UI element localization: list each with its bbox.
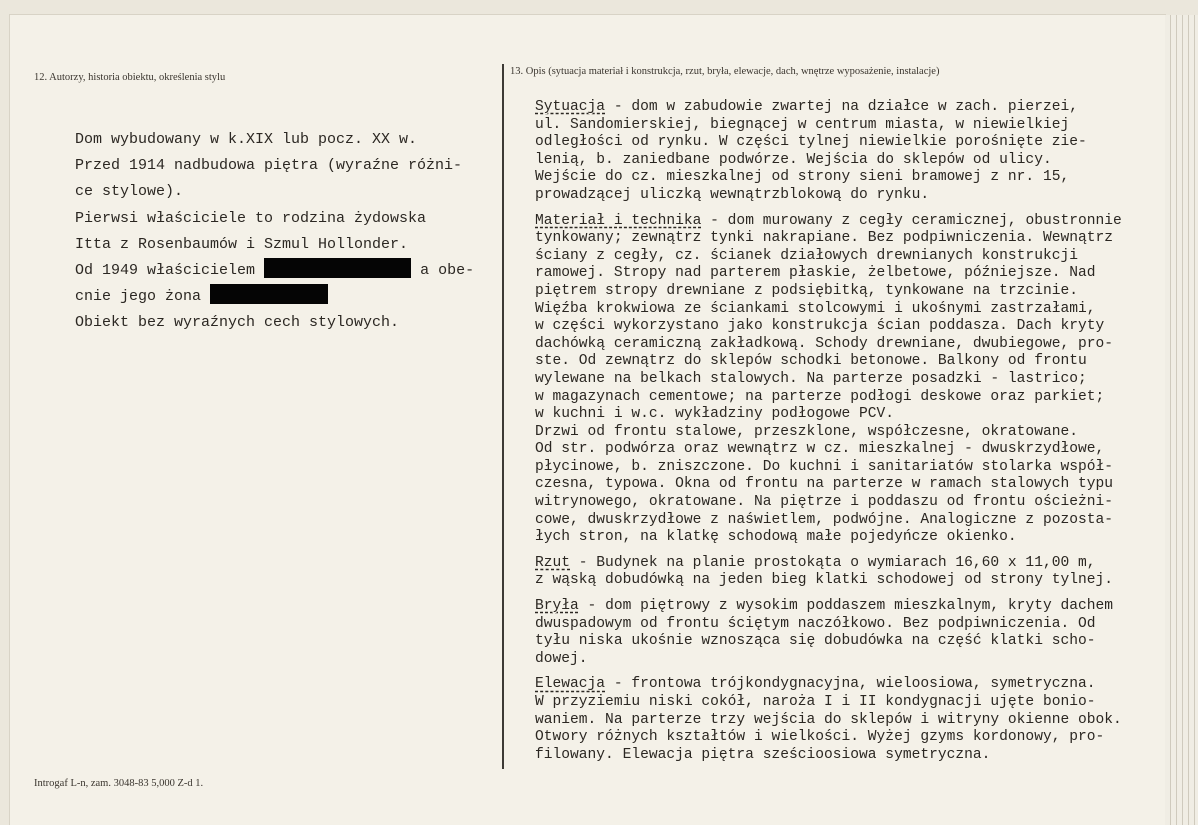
term-material: Materiał i technika [535,212,702,229]
column-divider [502,64,504,769]
paragraph-material: Materiał i technika - dom murowany z cegły ceramicznej, obustronnie tynkowany; zewnątrz tynki nakrapiane. Bez podpiwniczenia. Wewnątrz ściany z cegły, cz. ścianek działowych drewnianych konstrukcji ramowej. Stropy nad parterem płaskie, żelbetowe, późniejsze. Nad piętrem stropy drewniane z podsiębitką, tynkowane na trzcinie. Więźba krokwiowa ze ściankami stolcowymi i ukośnymi zastrzałami, w części wykorzystano jako konstrukcja ścian poddasza. Dach kryty dachówką ceramiczną zakładkową. Schody drewniane, dwubiegowe, pro- ste. Od zewnątrz do sklepów schodki betonowe. Balkony od frontu wylewane na belkach stalowych. Na parterze posadzki - lastrico; w magazynach cementowe; na parterze podłogi deskowe oraz parkiet; w kuchni i w.c. wykładziny podłogowe PCV. Drzwi od frontu stalowe, przeszklone, współczesne, okratowane. Od str. podwórza oraz wewnątrz w cz. mieszkalnej - dwuskrzydłowe, płycinowe, b. zniszczone. Do kuchni i sanitariatów stolarka współ- czesna, typowa. Okna od frontu na parterze w ramach stalowych typu witrynowego, okratowane. Na piętrze i poddaszu od frontu ościeżni- cowe, dwuskrzydłowe z naświetlem, podwójne. Analogiczne z pozosta- łych stron, na klatkę schodową małe pojedyńcze okienko. [535,213,1155,547]
text-line: w magazynach cementowe; na parterze podłogi deskowe oraz parkiet; [535,388,1105,405]
text-line: Od str. podwórza oraz wewnątrz w cz. mieszkalnej - dwuskrzydłowe, [535,441,1105,458]
history-line-wife [75,284,485,310]
text-line: W przyziemiu niski cokół, naroża I i II kondygnacji ujęte bonio- [535,694,1096,710]
text-line: odległości od rynku. W części tylnej niewielkie porośnięte zie- [535,134,1087,151]
text-line: ramowej. Stropy nad parterem płaskie, żelbetowe, późniejsze. Nad [535,265,1096,282]
section-13-heading: 13. Opis (sytuacja materiał i konstrukcja, rzut, bryła, elewacje, dach, wnętrze wyposażenie, instalacje) [510,66,940,77]
wife-label: cnie jego żona [75,288,202,306]
text-line: lenią, b. zaniedbane podwórze. Wejścia do sklepów od ulicy. [535,151,1052,168]
term-bryla: Bryła [535,598,579,615]
text-line: ste. Od zewnątrz do sklepów schodki betonowe. Balkony od frontu [535,353,1087,370]
text-line: Więźba krokwiowa ze ściankami stolcowymi i ukośnymi zastrzałami, [535,300,1096,317]
term-sytuacja: Sytuacja [535,99,606,115]
owner-label: Od 1949 właścicielem [75,261,256,279]
text-line: ul. Sandomierskiej, biegnącej w centrum miasta, w niewielkiej [535,116,1070,133]
section-12-heading: 12. Autorzy, historia obiektu, określenia stylu [34,72,226,83]
history-line: Obiekt bez wyraźnych cech stylowych. [75,314,400,332]
history-line: Przed 1914 nadbudowa piętra (wyraźne różni- [75,157,463,175]
text-line: prowadzącej uliczką wewnątrzblokową do rynku. [535,186,930,203]
printer-footer: Introgaf L-n, zam. 3048-83 5,000 Z-d 1. [34,778,204,789]
text-line: dachówką ceramiczną zakładkową. Schody drewniane, dwubiegowe, pro- [535,335,1114,352]
history-line-owner [75,258,485,284]
term-rzut: Rzut [535,554,571,571]
text-line: czesna, typowa. Okna od frontu na parterze w ramach stalowych typu [535,476,1114,493]
owner-continuation: a obe- [420,261,475,279]
history-line: Pierwsi właściciele to rodzina żydowska [75,209,427,227]
text-line: Otwory różnych kształtów i wielkości. Wyżej gzyms kordonowy, pro- [535,729,1105,746]
history-line: Dom wybudowany w k.XIX lub pocz. XX w. [75,131,418,148]
text-line: w kuchni i w.c. wykładziny podłogowe PCV. [535,406,895,423]
redaction-bar [264,258,411,278]
paragraph-sytuacja: Sytuacja - dom w zabudowie zwartej na działce w zach. pierzei, ul. Sandomierskiej, biegnącej w centrum miasta, w niewielkiej odległości od rynku. W części tylnej niewielkie porośnięte zie- lenią, b. zaniedbane podwórze. Wejścia do sklepów od ulicy. Wejście do cz. mieszkalnej od strony sieni bramowej z nr. 15, prowadzącej uliczką wewnątrzblokową do rynku. [535,99,1155,205]
text-line: z wąską dobudówką na jeden bieg klatki schodowej od strony tylnej. [535,572,1114,589]
text-line: Drzwi od frontu stalowe, przeszklone, współczesne, okratowane. [535,423,1078,440]
text-line: tynkowany; zewnątrz tynki nakrapiane. Bez podpiwniczenia. Wewnątrz [535,230,1114,247]
text-line: w części wykorzystano jako konstrukcja ścian poddasza. Dach kryty [535,318,1105,335]
text-line: witrynowego, okratowane. Na piętrze i poddaszu od frontu ościeżni- [535,494,1114,511]
text-line: ściany z cegły, cz. ścianek działowych drewnianych konstrukcji [535,247,1078,264]
text-line: tyłu niska ukośnie wznosząca się dobudówka na część klatki scho- [535,633,1096,650]
text-line: waniem. Na parterze trzy wejścia do sklepów i witryny okienne obok. [535,711,1122,728]
text-line: Wejście do cz. mieszkalnej od strony sieni bramowej z nr. 15, [535,169,1070,186]
text-line: cowe, dwuskrzydłowe z naświetlem, podwójne. Analogiczne z pozosta- [535,511,1114,528]
text-line: łych stron, na klatkę schodową małe pojedyńcze okienko. [535,529,1017,546]
description-section [535,99,1155,764]
term-elewacja: Elewacja [535,676,606,693]
paragraph-rzut: Rzut - Budynek na planie prostokąta o wymiarach 16,60 x 11,00 m, z wąską dobudówką na jeden bieg klatki schodowej od strony tylnej. [535,555,1155,590]
text-line: dowej. [535,650,588,667]
text-line: piętrem stropy drewniane z podsiębitką, tynkowane na trzcinie. [535,282,1078,299]
text-line: filowany. Elewacja piętra sześcioosiowa symetryczna. [535,746,991,763]
text-line: wylewane na belkach stalowych. Na parterze posadzki - lastrico; [535,370,1087,387]
history-section [75,127,485,337]
paragraph-bryla: Bryła - dom piętrowy z wysokim poddaszem mieszkalnym, kryty dachem dwuspadowym od frontu ściętym naczółkowo. Bez podpiwniczenia. Od tyłu niska ukośnie wznosząca się dobudówka na część klatki scho- dowej. [535,598,1155,668]
redaction-bar [210,284,328,304]
stacked-card-edges [1165,15,1198,825]
history-line: ce stylowe). [75,183,184,201]
paragraph-elewacja: Elewacja - frontowa trójkondygnacyjna, wieloosiowa, symetryczna. W przyziemiu niski cokół, naroża I i II kondygnacji ujęte bonio- waniem. Na parterze trzy wejścia do sklepów i witryny okienne obok. Otwory różnych kształtów i wielkości. Wyżej gzyms kordonowy, pro- filowany. Elewacja piętra sześcioosiowa symetryczna. [535,676,1155,764]
text-line: płycinowe, b. zniszczone. Do kuchni i sanitariatów stolarka współ- [535,458,1114,475]
history-line: Itta z Rosenbaumów i Szmul Hollonder. [75,235,409,253]
text-line: dwuspadowym od frontu ściętym naczółkowo. Bez podpiwniczenia. Od [535,615,1096,632]
